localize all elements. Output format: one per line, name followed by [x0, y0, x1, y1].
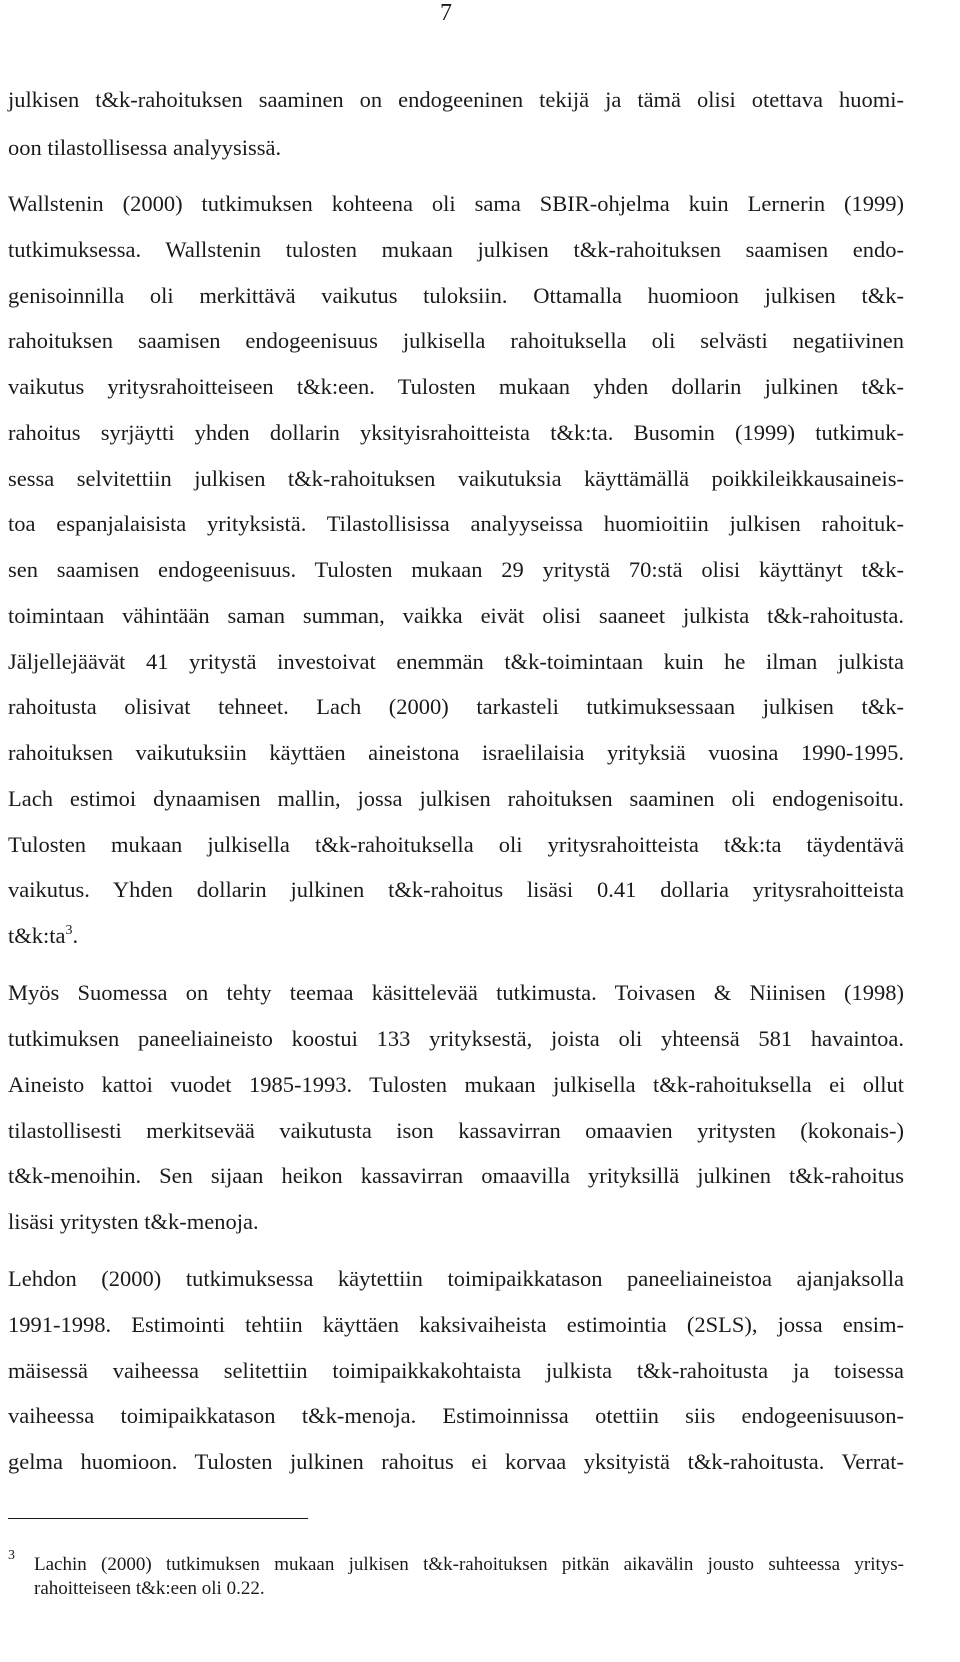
text-line: mäisessä vaiheessa selitettiin toimipaikkakohtaista julkista t&k-rahoitusta ja toisessa [8, 1358, 904, 1383]
text-line: Wallstenin (2000) tutkimuksen kohteena oli sama SBIR-ohjelma kuin Lernerin (1999) [8, 191, 904, 216]
text-line: sen saamisen endogeenisuus. Tulosten mukaan 29 yritystä 70:stä olisi käyttänyt t&k- [8, 557, 904, 582]
text-line: oon tilastollisessa analyysissä. [8, 135, 282, 160]
text-line: Aineisto kattoi vuodet 1985-1993. Tulosten mukaan julkisella t&k-rahoituksella ei ollut [8, 1072, 904, 1097]
text-line: 1991-1998. Estimointi tehtiin käyttäen kaksivaiheista estimointia (2SLS), jossa ensim- [8, 1312, 904, 1337]
text-line: t&k-menoihin. Sen sijaan heikon kassavirran omaavilla yrityksillä julkinen t&k-rahoitus [8, 1163, 904, 1188]
text-line: sessa selvitettiin julkisen t&k-rahoituksen vaikutuksia käyttämällä poikkileikkausaineis- [8, 466, 904, 491]
footnote-divider [8, 1518, 308, 1519]
footnote-reference: 3 [65, 923, 73, 938]
text-fragment: . [72, 923, 79, 948]
text-line: rahoitus syrjäytti yhden dollarin yksityisrahoitteista t&k:ta. Busomin (1999) tutkimuk- [8, 420, 904, 445]
text-line: tilastollisesti merkitsevää vaikutusta ison kassavirran omaavien yritysten (kokonais-) [8, 1118, 904, 1143]
text-line: julkisen t&k-rahoituksen saaminen on endogeeninen tekijä ja tämä olisi otettava huomi- [8, 87, 904, 112]
text-line: vaiheessa toimipaikkatason t&k-menoja. Estimoinnissa otettiin siis endogeenisuuson- [8, 1403, 904, 1428]
text-line: vaikutus yritysrahoitteiseen t&k:een. Tulosten mukaan yhden dollarin julkinen t&k- [8, 374, 904, 399]
text-line: gelma huomioon. Tulosten julkinen rahoitus ei korvaa yksityistä t&k-rahoitusta. Verrat- [8, 1449, 904, 1474]
footnote-mark: 3 [8, 1548, 15, 1563]
text-line-with-footnote-ref [8, 922, 78, 950]
text-line: rahoituksen vaikutuksiin käyttäen aineistona israelilaisia yrityksiä vuosina 1990-1995. [8, 740, 904, 765]
text-line: tutkimuksessa. Wallstenin tulosten mukaan julkisen t&k-rahoituksen saamisen endo- [8, 237, 904, 262]
text-line: Lehdon (2000) tutkimuksessa käytettiin toimipaikkatason paneeliaineistoa ajanjaksolla [8, 1266, 904, 1291]
footnote-text: rahoitteiseen t&k:een oli 0.22. [34, 1578, 265, 1599]
text-line: genisoinnilla oli merkittävä vaikutus tuloksiin. Ottamalla huomioon julkisen t&k- [8, 283, 904, 308]
text-line: Tulosten mukaan julkisella t&k-rahoituksella oli yritysrahoitteista t&k:ta täydentävä [8, 832, 904, 857]
footnote-text: Lachin (2000) tutkimuksen mukaan julkisen t&k-rahoituksen pitkän aikavälin jousto suhteessa yritys- [34, 1554, 904, 1575]
text-line: vaikutus. Yhden dollarin julkinen t&k-rahoitus lisäsi 0.41 dollaria yritysrahoitteista [8, 877, 904, 902]
text-line: Myös Suomessa on tehty teemaa käsittelevää tutkimusta. Toivasen & Niinisen (1998) [8, 980, 904, 1005]
text-line: lisäsi yritysten t&k-menoja. [8, 1209, 259, 1234]
text-fragment: t&k:ta [8, 923, 66, 948]
text-line: rahoitusta olisivat tehneet. Lach (2000) tarkasteli tutkimuksessaan julkisen t&k- [8, 694, 904, 719]
text-line: Jäljellejäävät 41 yritystä investoivat enemmän t&k-toimintaan kuin he ilman julkista [8, 649, 904, 674]
text-line: Lach estimoi dynaamisen mallin, jossa julkisen rahoituksen saaminen oli endogenisoitu. [8, 786, 904, 811]
page-number: 7 [440, 0, 452, 26]
text-line: toimintaan vähintään saman summan, vaikka eivät olisi saaneet julkista t&k-rahoitusta. [8, 603, 904, 628]
text-line: tutkimuksen paneeliaineisto koostui 133 yrityksestä, joista oli yhteensä 581 havaintoa. [8, 1026, 904, 1051]
text-line: rahoituksen saamisen endogeenisuus julkisella rahoituksella oli selvästi negatiivinen [8, 328, 904, 353]
text-line: toa espanjalaisista yrityksistä. Tilastollisissa analyyseissa huomioitiin julkisen rahoituk- [8, 511, 904, 536]
